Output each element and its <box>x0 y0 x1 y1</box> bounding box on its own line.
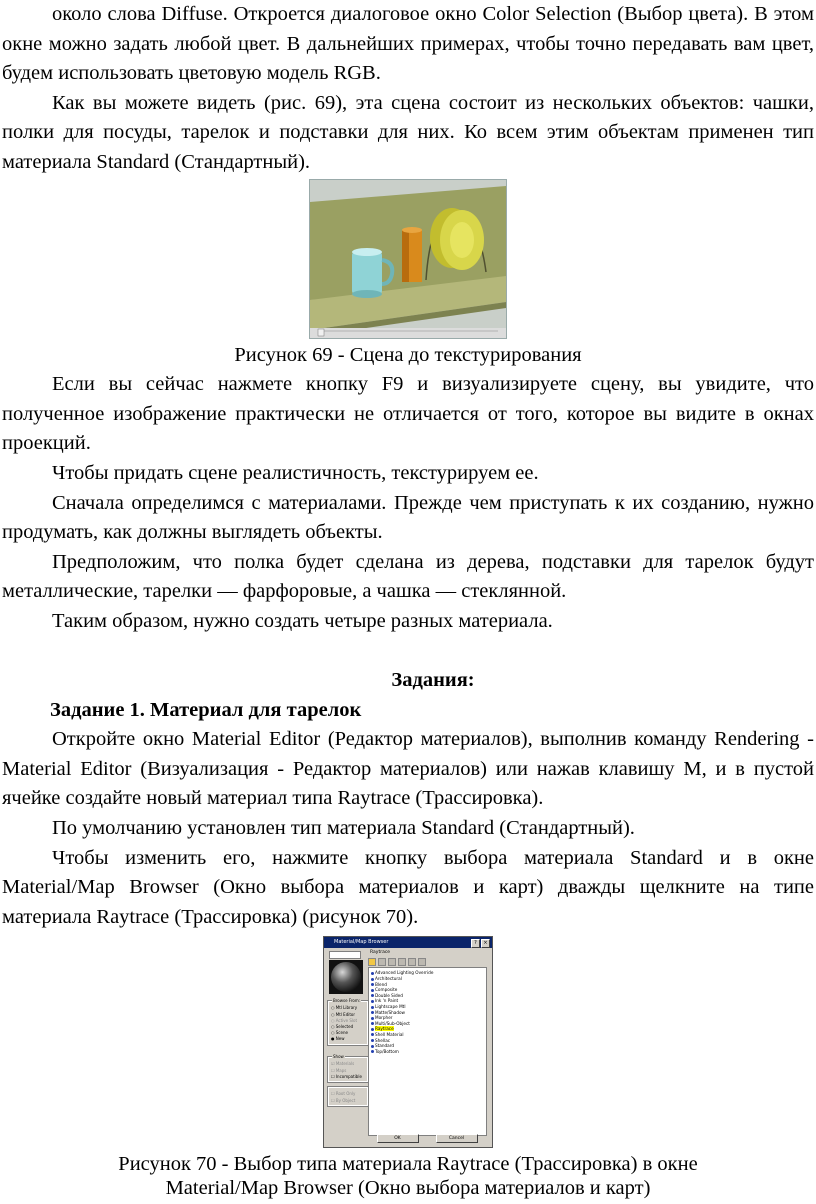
list-item[interactable]: Shell Material <box>369 1032 486 1038</box>
radio-option[interactable]: ○ Mtl Library <box>331 1005 358 1011</box>
cup-rim <box>352 248 382 256</box>
spacer <box>0 637 816 667</box>
paragraph: Если вы сейчас нажмете кнопку F9 и визуализируете сцену, вы увидите, что полученное изображение практически не отличается от того, которое вы видите в окнах проекций. <box>2 373 814 455</box>
dialog-buttons <box>368 1134 486 1143</box>
checkbox-option[interactable]: ☐ By Object <box>331 1097 356 1103</box>
checkbox-option[interactable]: ☐ Maps <box>331 1067 347 1073</box>
figure-69-caption: Рисунок 69 - Сцена до текстурирования <box>234 343 582 366</box>
name-field[interactable] <box>329 951 361 959</box>
radio-option[interactable]: ○ Active Slot <box>331 1017 358 1023</box>
list-item[interactable]: Matte/Shadow <box>369 1010 486 1016</box>
show-group <box>328 1054 368 1082</box>
cancel-button[interactable]: Cancel <box>436 1134 478 1143</box>
list-item[interactable]: Top/Bottom <box>369 1049 486 1055</box>
radio-option[interactable]: ○ Mtl Editor <box>331 1011 356 1017</box>
checkbox-option[interactable]: ☑ Materials <box>331 1061 355 1067</box>
material-type-list[interactable] <box>368 967 487 1136</box>
figure-70-caption-line-2: Material/Map Browser (Окно выбора материалов и карт) <box>165 1177 651 1200</box>
browse-from-title: Browse From: <box>333 998 361 1004</box>
browse-from-group <box>328 998 368 1044</box>
paragraph: По умолчанию установлен тип материала Standard (Стандартный). <box>52 817 635 840</box>
checkbox-option[interactable]: ☐ Incompatible <box>331 1073 362 1079</box>
radio-option[interactable]: ● New <box>331 1036 345 1042</box>
view-list-icon[interactable] <box>368 958 376 966</box>
figure-69-scene <box>309 179 507 339</box>
scene-render <box>310 180 506 338</box>
list-item[interactable]: Shellac <box>369 1038 486 1044</box>
paragraph: Предположим, что полка будет сделана из дерева, подставки для тарелок будут металлические, тарелки — фарфоровые, а чашка — стеклянной. <box>2 550 814 603</box>
timeline-bar <box>310 328 506 338</box>
list-item[interactable]: Morpher <box>369 1015 486 1021</box>
list-item-selected[interactable]: Raytrace <box>369 1026 486 1032</box>
list-item[interactable]: Multi/Sub-Object <box>369 1021 486 1027</box>
delete-icon[interactable] <box>418 958 426 966</box>
checkbox-option[interactable]: ☐ Root Only <box>331 1091 356 1097</box>
material-preview <box>329 960 363 994</box>
preview-sphere-icon <box>329 960 363 994</box>
paragraph: около слова Diffuse. Откроется диалоговое окно Color Selection (Выбор цвета). В этом окне можно задать любой цвет. В дальнейших примерах, чтобы точно передавать вам цвет, будем использовать цветовую модель RGB. <box>2 3 814 85</box>
view-large-icon[interactable] <box>398 958 406 966</box>
list-item[interactable]: Architectural <box>369 976 486 982</box>
paragraph: Чтобы придать сцене реалистичность, текстурируем ее. <box>52 461 539 484</box>
extra-group <box>328 1087 368 1105</box>
paragraph: Таким образом, нужно создать четыре разных материала. <box>52 609 553 632</box>
paragraph: Чтобы изменить его, нажмите кнопку выбора материала Standard и в окне Material/Map Browser (Окно выбора материалов и карт) дважды щелкните на типе материала Raytrace (Трассировка) (рисунок 70). <box>2 846 814 928</box>
radio-option[interactable]: ○ Selected <box>331 1024 354 1030</box>
tasks-heading: Задания: <box>391 669 475 692</box>
cup-base <box>352 290 382 298</box>
list-item[interactable]: Standard <box>369 1043 486 1049</box>
help-icon[interactable]: ? <box>471 939 480 948</box>
show-title: Show <box>333 1054 344 1060</box>
list-item[interactable]: Blend <box>369 982 486 988</box>
material-name-label: Raytrace <box>370 950 391 956</box>
radio-option[interactable]: ○ Scene <box>331 1030 348 1036</box>
paragraph: Как вы можете видеть (рис. 69), эта сцена состоит из нескольких объектов: чашки, полки для посуды, тарелок и подставки для них. Ко всем этим объектам применен тип материала Standard (Стандартный). <box>2 91 814 173</box>
dialog-title: Material/Map Browser <box>334 939 389 946</box>
ok-button[interactable]: OK <box>377 1134 419 1143</box>
list-item[interactable]: Advanced Lighting Override <box>369 970 486 976</box>
title-buttons <box>471 939 490 948</box>
timeline-slider <box>318 329 324 336</box>
dialog-title-bar <box>324 937 492 948</box>
close-icon[interactable]: × <box>481 939 490 948</box>
view-small-icon[interactable] <box>388 958 396 966</box>
list-item[interactable]: Ink 'n Paint <box>369 998 486 1004</box>
view-icons-icon[interactable] <box>378 958 386 966</box>
browser-toolbar <box>368 958 426 966</box>
paragraph: Сначала определимся с материалами. Прежде чем приступать к их созданию, нужно продумать, как должны выглядеть объекты. <box>2 491 814 544</box>
plate-holder-top <box>402 227 422 233</box>
cup-body <box>352 252 382 294</box>
figure-70-caption-line-1: Рисунок 70 - Выбор типа материала Raytrace (Трассировка) в окне <box>118 1153 698 1176</box>
update-scene-icon[interactable] <box>408 958 416 966</box>
plate-holder-side <box>402 230 409 282</box>
plate-center <box>450 222 474 258</box>
list-item[interactable]: Lightscape Mtl <box>369 1004 486 1010</box>
paragraph: Откройте окно Material Editor (Редактор материалов), выполнив команду Rendering - Material Editor (Визуализация - Редактор материалов) или нажав клавишу M, и в пустой ячейке создайте новый материал типа Raytrace (Трассировка). <box>2 728 814 810</box>
figure-70-material-map-browser <box>323 936 493 1148</box>
task-1-heading: Задание 1. Материал для тарелок <box>50 698 362 721</box>
list-item[interactable]: Composite <box>369 987 486 993</box>
list-item[interactable]: Double Sided <box>369 993 486 999</box>
